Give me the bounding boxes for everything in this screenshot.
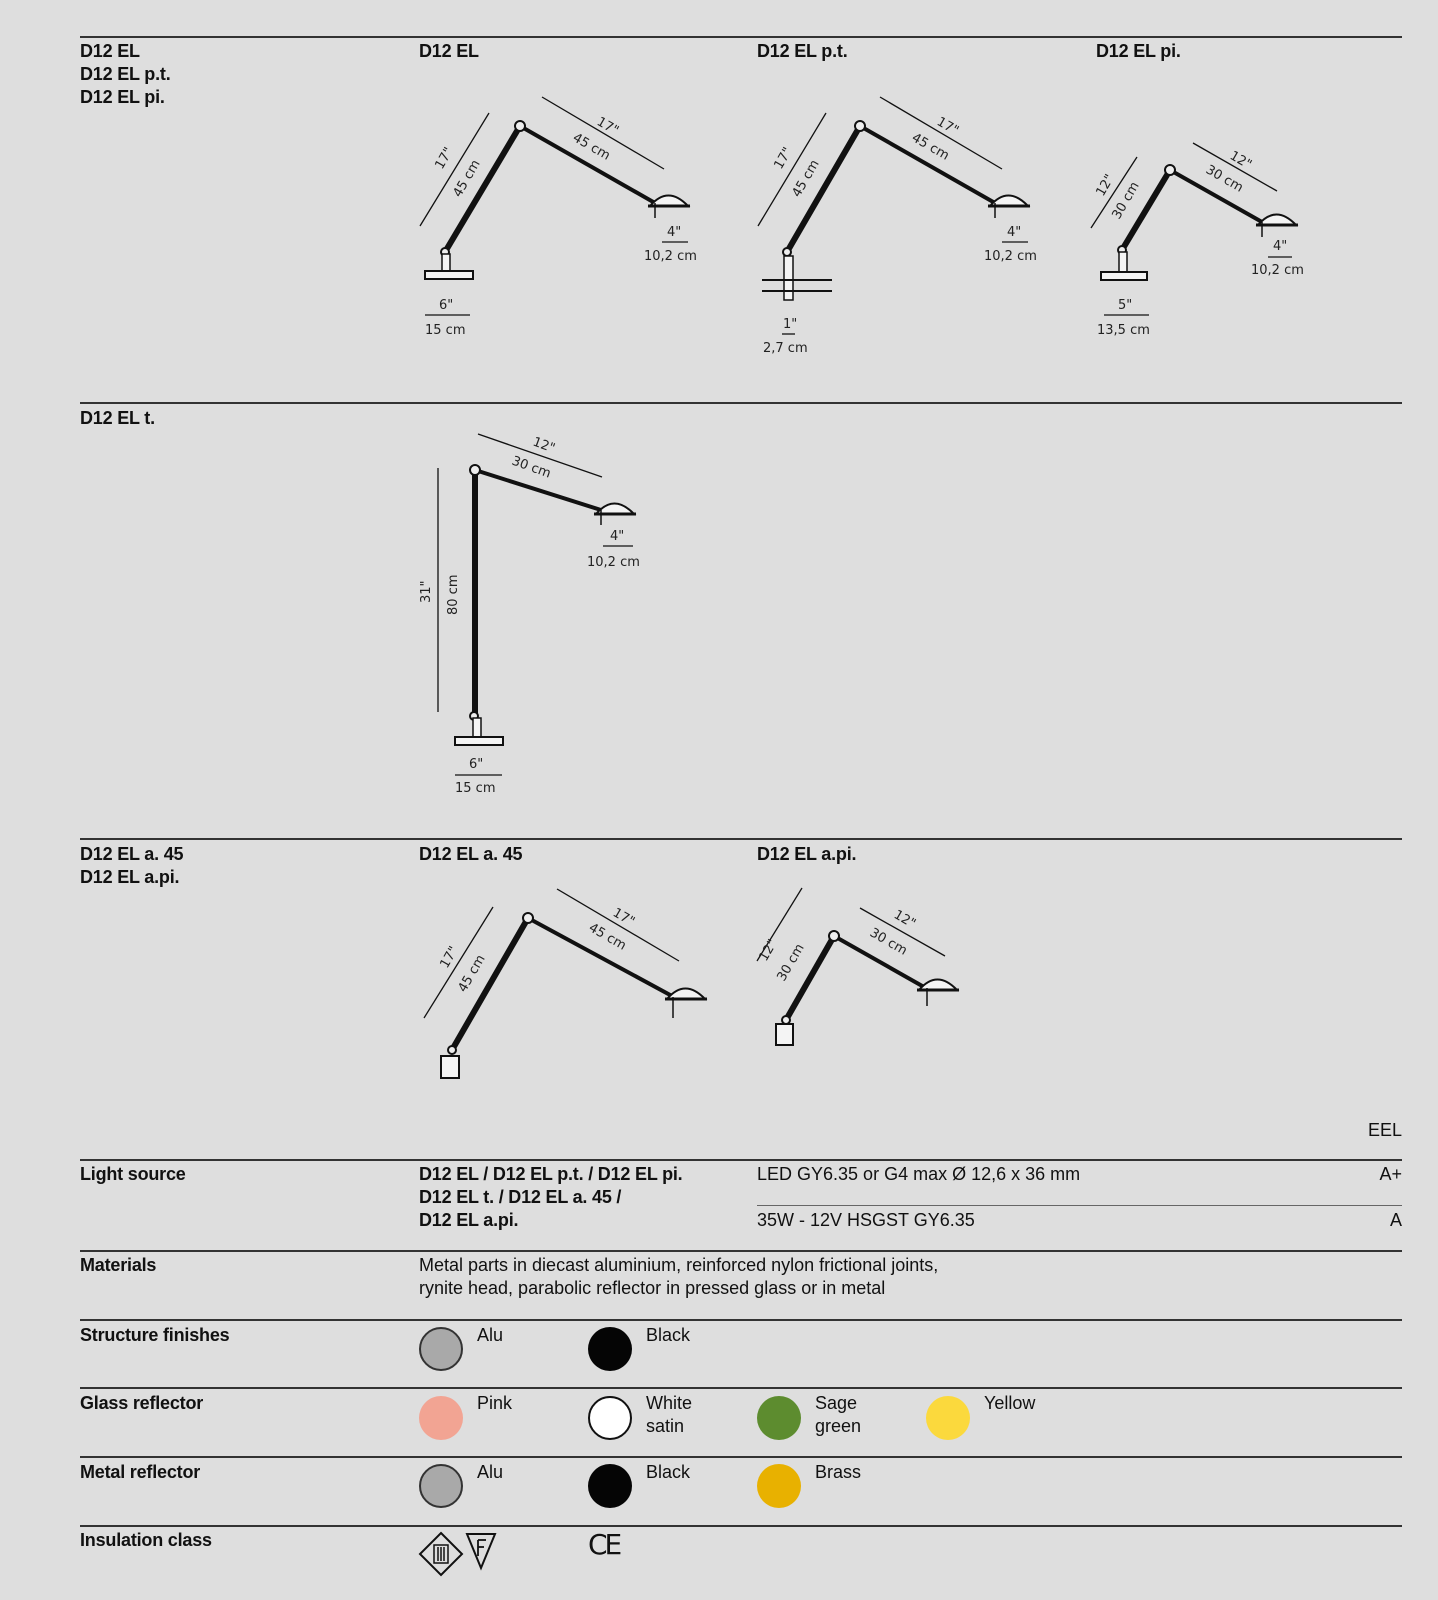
dim-label: 30 cm xyxy=(1203,162,1246,196)
model-group-label xyxy=(80,843,183,889)
section-divider xyxy=(80,1525,1402,1527)
swatch-label: Pink xyxy=(477,1393,513,1413)
swatch-yellow[interactable] xyxy=(926,1396,970,1440)
swatch-label xyxy=(646,1392,692,1438)
eel-rating: A xyxy=(1389,1210,1402,1230)
dim-label: 45 cm xyxy=(570,130,613,164)
dim-label: 30 cm xyxy=(774,941,808,984)
dim-label: 12" xyxy=(1093,171,1118,199)
spec-label-structure-finishes: Structure finishes xyxy=(80,1325,230,1345)
eel-rating: A+ xyxy=(1379,1164,1402,1184)
dim-label: 31" xyxy=(419,580,434,603)
swatch-brass[interactable] xyxy=(757,1464,801,1508)
figure-title: D12 EL p.t. xyxy=(757,41,848,61)
dim-label: 4" xyxy=(1007,225,1022,240)
dim-label: 4" xyxy=(667,225,682,240)
swatch-label: Yellow xyxy=(984,1393,1036,1413)
spec-label-metal-reflector: Metal reflector xyxy=(80,1462,201,1482)
dim-label: 5" xyxy=(1118,298,1133,313)
swatch-alu[interactable] xyxy=(419,1464,463,1508)
dim-label: 2,7 cm xyxy=(763,341,808,356)
light-source-option: 35W - 12V HSGST GY6.35 xyxy=(757,1210,975,1230)
dim-label: 12" xyxy=(891,907,919,932)
materials-text xyxy=(419,1254,938,1300)
swatch-white-satin[interactable] xyxy=(588,1396,632,1440)
dim-label: 4" xyxy=(1273,239,1288,254)
dim-label: 15 cm xyxy=(455,781,496,796)
dim-label: 4" xyxy=(610,529,625,544)
dim-label: 30 cm xyxy=(867,925,910,959)
section-divider xyxy=(80,838,1402,840)
model-name: D12 EL xyxy=(80,41,140,61)
dim-label: 45 cm xyxy=(789,157,823,200)
dim-label: 30 cm xyxy=(509,453,553,482)
section-divider xyxy=(80,1387,1402,1389)
lamp-head xyxy=(1258,215,1296,226)
dim-label: 12" xyxy=(756,936,781,964)
dim-label: 45 cm xyxy=(909,130,952,164)
dim-label: 15 cm xyxy=(425,323,466,338)
dim-label: 17" xyxy=(934,114,962,139)
model-list-line: D12 EL a.pi. xyxy=(419,1210,519,1230)
dim-label: 10,2 cm xyxy=(984,249,1037,264)
dim-label: 6" xyxy=(439,298,454,313)
lamp-base-stem xyxy=(473,718,481,738)
swatch-black[interactable] xyxy=(588,1464,632,1508)
dim-label: 6" xyxy=(469,757,484,772)
dim-label: 12" xyxy=(1227,148,1255,173)
model-name: D12 EL a. 45 xyxy=(80,844,184,864)
swatch-label: Alu xyxy=(477,1325,504,1345)
section-divider xyxy=(80,1456,1402,1458)
materials-line: Metal parts in diecast aluminium, reinforced nylon frictional joints, xyxy=(419,1255,939,1275)
figure-title: D12 EL xyxy=(419,41,479,61)
swatch-label: Alu xyxy=(477,1462,504,1482)
spec-label-light-source: Light source xyxy=(80,1164,186,1184)
dim-label: 12" xyxy=(530,434,557,457)
section-divider xyxy=(80,1319,1402,1321)
lamp-clamp xyxy=(784,256,793,300)
swatch-sage-green[interactable] xyxy=(757,1396,801,1440)
figure-title: D12 EL pi. xyxy=(1096,41,1181,61)
dim-label: 17" xyxy=(437,943,462,971)
swatch-label xyxy=(815,1392,861,1438)
dim-label: 10,2 cm xyxy=(1251,263,1304,278)
dim-label: 45 cm xyxy=(586,920,629,954)
lamp-wall-mount xyxy=(441,1056,459,1078)
dim-label: 45 cm xyxy=(455,952,489,995)
swatch-label-line: White xyxy=(646,1393,693,1413)
dim-label: 17" xyxy=(771,144,796,172)
swatch-pink[interactable] xyxy=(419,1396,463,1440)
model-name: D12 EL a.pi. xyxy=(80,867,180,887)
swatch-alu[interactable] xyxy=(419,1327,463,1371)
light-source-models xyxy=(419,1163,683,1232)
dim-label: 10,2 cm xyxy=(644,249,697,264)
section-divider xyxy=(80,1250,1402,1252)
materials-line: rynite head, parabolic reflector in pressed glass or in metal xyxy=(419,1278,886,1298)
model-name: D12 EL pi. xyxy=(80,87,165,107)
lamp-base xyxy=(455,737,503,745)
eel-header: EEL xyxy=(1367,1120,1402,1140)
ce-mark-icon: CE xyxy=(588,1528,620,1561)
lamp-head xyxy=(919,980,957,991)
lamp-wall-mount xyxy=(776,1024,793,1045)
dim-label: 13,5 cm xyxy=(1097,323,1150,338)
lamp-base xyxy=(425,271,473,279)
swatch-label: Brass xyxy=(815,1462,862,1482)
dim-label: 1" xyxy=(783,317,798,332)
section-divider xyxy=(80,1159,1402,1161)
figure-title: D12 EL a.pi. xyxy=(757,844,857,864)
light-source-option: LED GY6.35 or G4 max Ø 12,6 x 36 mm xyxy=(757,1164,1081,1184)
dim-label: 10,2 cm xyxy=(587,555,640,570)
model-list-line: D12 EL t. / D12 EL a. 45 / xyxy=(419,1187,622,1207)
swatch-label: Black xyxy=(646,1462,691,1482)
class-iii-icon xyxy=(418,1531,464,1577)
swatch-black[interactable] xyxy=(588,1327,632,1371)
lamp-base xyxy=(1101,272,1147,280)
swatch-label-line: Sage xyxy=(815,1393,858,1413)
lamp-base-stem xyxy=(1119,252,1127,272)
swatch-label-line: green xyxy=(815,1416,862,1436)
model-list-line: D12 EL / D12 EL p.t. / D12 EL pi. xyxy=(419,1164,683,1184)
f-mark-icon xyxy=(465,1532,497,1570)
row-divider xyxy=(757,1205,1402,1206)
section-divider xyxy=(80,402,1402,404)
dim-label: 30 cm xyxy=(1109,179,1143,222)
dim-label: 80 cm xyxy=(446,574,461,615)
spec-label-glass-reflector: Glass reflector xyxy=(80,1393,204,1413)
figure-title: D12 EL a. 45 xyxy=(419,844,523,864)
swatch-label-line: satin xyxy=(646,1416,685,1436)
dim-label: 17" xyxy=(610,905,638,930)
dim-label: 17" xyxy=(594,114,622,139)
model-name: D12 EL p.t. xyxy=(80,64,171,84)
model-group-label: D12 EL t. xyxy=(80,408,155,428)
spec-label-insulation-class: Insulation class xyxy=(80,1530,212,1550)
lamp-base-stem xyxy=(442,254,450,272)
dim-label: 45 cm xyxy=(450,157,484,200)
dim-label: 17" xyxy=(432,144,457,172)
spec-label-materials: Materials xyxy=(80,1255,157,1275)
swatch-label: Black xyxy=(646,1325,691,1345)
